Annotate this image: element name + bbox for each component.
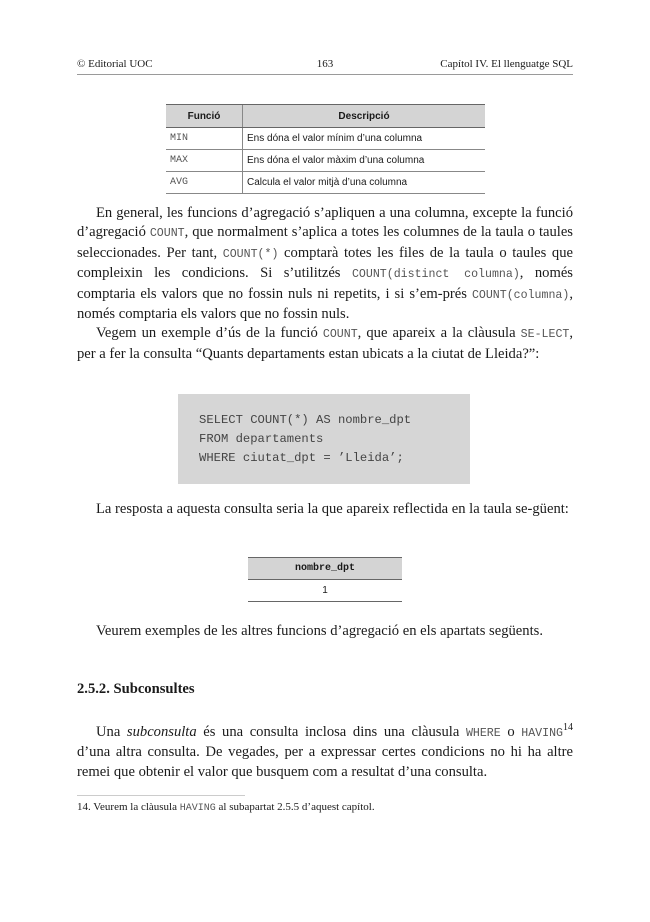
function-description: Calcula el valor mitjà d’una columna — [243, 172, 486, 194]
function-name: AVG — [166, 172, 243, 194]
text-run: , per a fer la consulta “Quants departaments estan ubicats a la ciutat de Lleida?”: — [77, 325, 574, 362]
column-header: nombre_dpt — [248, 558, 402, 580]
table-row — [166, 150, 485, 172]
text-run: , només comptaria els valors que no fossin nuls. — [77, 285, 573, 323]
inline-code: WHERE — [465, 727, 501, 740]
header-rule — [77, 74, 573, 75]
text-run: , només comptaria els valors que no fossin nuls ni repetits, i si s’em-prés — [77, 265, 573, 302]
section-heading: 2.5.2. Subconsultes — [77, 681, 195, 697]
code-line: WHERE ciutat_dpt = ’Lleida’; — [199, 451, 404, 465]
emphasis: subconsulta — [126, 724, 197, 740]
text-run: 14. Veurem la clàusula — [77, 801, 180, 813]
paragraph-aggregation — [77, 204, 573, 324]
inline-code: HAVING — [179, 803, 216, 814]
text-run: , que apareix a la clàusula — [357, 325, 521, 342]
body-text — [77, 204, 573, 364]
paragraph-more-examples: Veurem exemples de les altres funcions d’agregació en els apartats següents. — [96, 623, 543, 639]
table-cell: 1 — [248, 580, 402, 602]
code-block — [178, 394, 470, 484]
text-run: Una — [96, 724, 127, 740]
table-header-row — [166, 105, 485, 128]
text-run: d’una altra consulta. De vegades, per a expressar certes condicions no hi ha altre remei que obtenir el valor que busquem com a resultat d’una consulta. — [77, 744, 573, 780]
paragraph-example-intro — [77, 324, 573, 364]
code-line: FROM departaments — [199, 432, 324, 446]
inline-code: SE-LECT — [520, 328, 570, 342]
code-line: SELECT COUNT(*) AS nombre_dpt — [199, 413, 412, 427]
text-run: , que normalment s’aplica a totes les columnes de la taula o taules seleccionades. Per tant, — [77, 224, 573, 261]
table-header-row — [248, 558, 402, 580]
result-table — [248, 557, 402, 602]
inline-code: COUNT(distinct columna) — [351, 268, 520, 282]
page-number: 163 — [316, 58, 334, 70]
function-description: Ens dóna el valor mínim d’una columna — [243, 128, 486, 150]
text-run: Vegem un exemple d’ús de la funció — [96, 325, 323, 342]
body-text — [77, 500, 573, 519]
body-text — [77, 723, 573, 782]
paragraph-subqueries — [77, 723, 573, 782]
text-run: és una consulta inclosa dins una clàusula — [196, 724, 466, 740]
text-run: En general, les funcions d’agregació s’apliquen a una columna, excepte la funció d’agregació — [77, 205, 573, 241]
function-name: MIN — [166, 128, 243, 150]
function-description: Ens dóna el valor màxim d’una columna — [243, 150, 486, 172]
footnote — [77, 801, 375, 814]
table-row — [166, 128, 485, 150]
header-chapter: Capítol IV. El llenguatge SQL — [440, 58, 573, 70]
column-header: Funció — [166, 105, 243, 128]
page-header — [77, 58, 573, 72]
code-listing — [199, 411, 411, 468]
function-name: MAX — [166, 150, 243, 172]
inline-code: COUNT(*) — [222, 247, 279, 261]
inline-code: COUNT — [322, 328, 358, 342]
text-run: comptarà totes les files de la taula o taules que compleixin les condicions. Si s’utilitzés — [77, 244, 573, 282]
text-run: o — [500, 724, 522, 740]
paragraph-result-intro: La resposta a aquesta consulta seria la que apareix reflectida en la taula se-güent: — [96, 501, 569, 517]
inline-code: COUNT — [149, 227, 185, 241]
inline-code: HAVING — [521, 727, 563, 740]
footnote-rule — [77, 795, 245, 796]
column-header: Descripció — [243, 105, 486, 128]
header-publisher: © Editorial UOC — [77, 58, 153, 70]
footnote-marker[interactable]: 14 — [563, 722, 573, 734]
body-text — [77, 622, 573, 641]
functions-table — [166, 104, 485, 194]
inline-code: COUNT(columna) — [471, 288, 570, 302]
table-row — [248, 580, 402, 602]
table-row — [166, 172, 485, 194]
text-run: al subapartat 2.5.5 d’aquest capítol. — [215, 801, 375, 813]
